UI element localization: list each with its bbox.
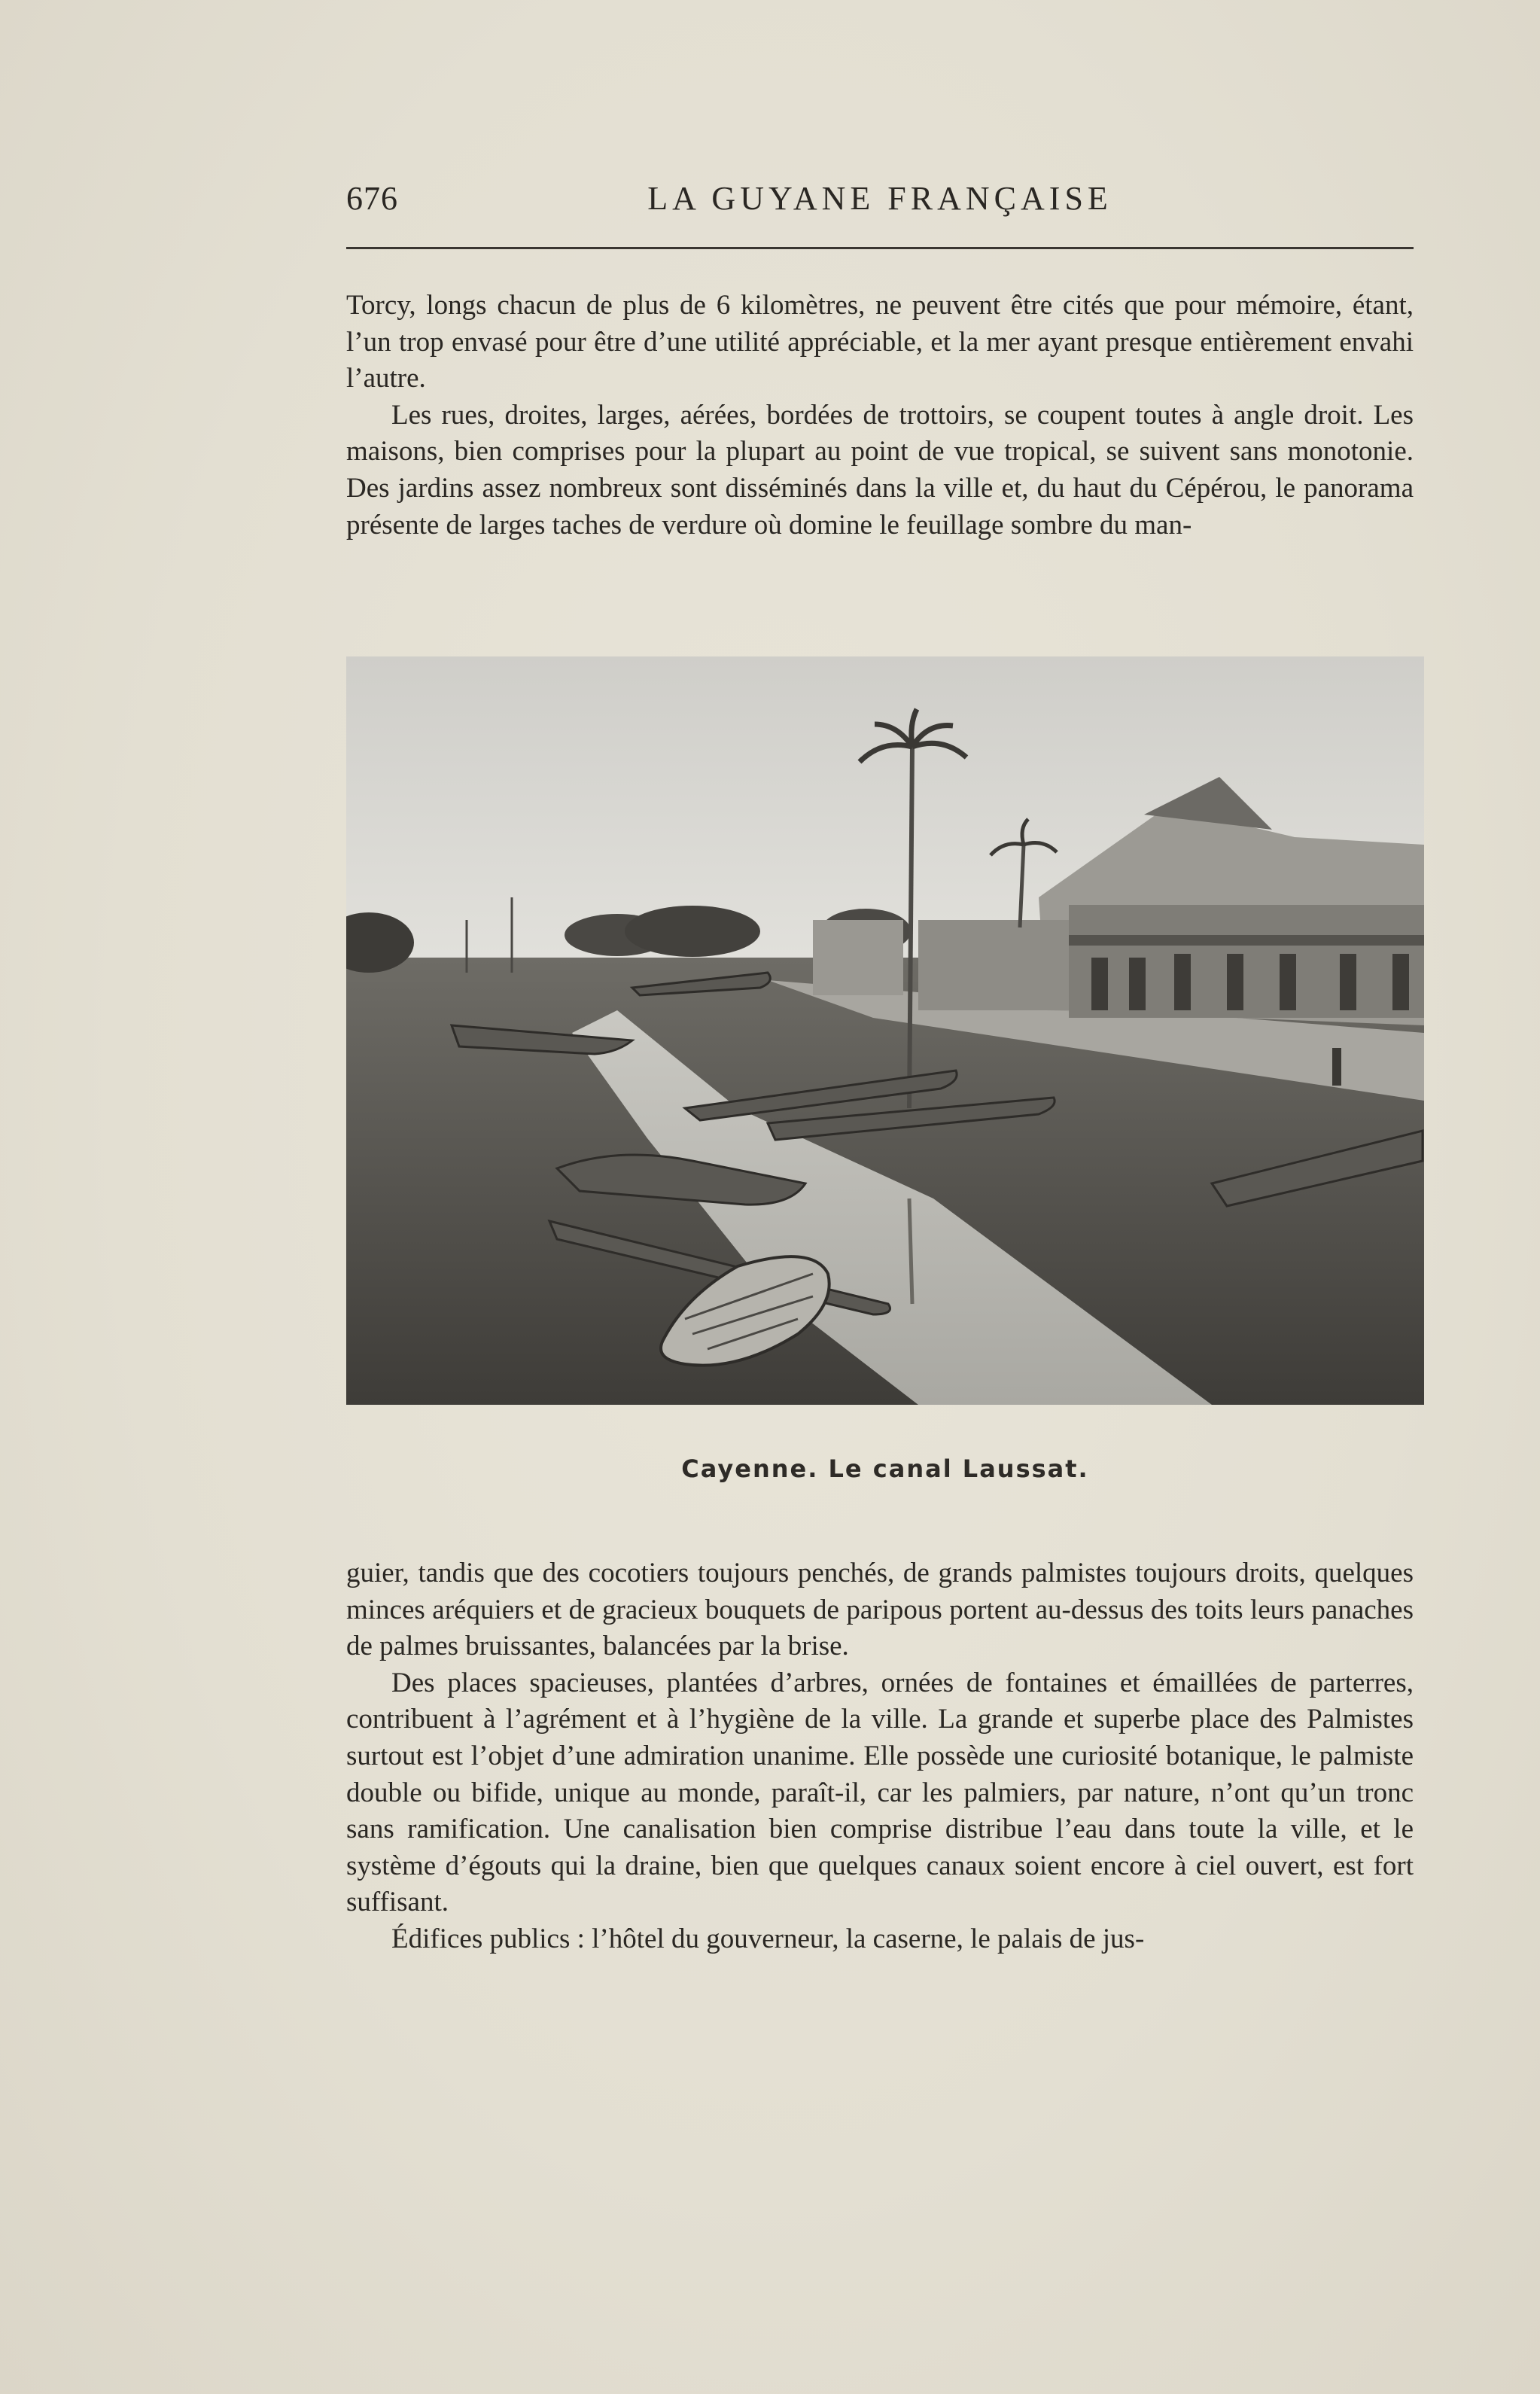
body-text-bottom — [346, 1555, 1414, 1958]
body-text-top — [346, 288, 1414, 544]
page-number: 676 — [346, 180, 398, 217]
running-title: LA GUYANE FRANÇAISE — [647, 180, 1112, 217]
paragraph-public-buildings: Édifices publics : l’hôtel du gouverneur, la caserne, le palais de jus- — [391, 1923, 1145, 1954]
page-header — [346, 179, 1414, 224]
header-rule — [346, 247, 1414, 249]
photograph-canal — [346, 656, 1424, 1405]
figure-caption: Cayenne. Le canal Laussat. — [681, 1454, 1089, 1483]
paragraph-places: Des places spacieuses, plantées d’arbres, ornées de fontaines et émaillées de parterres, contribuent à l’agrément et à l’hygiène de la ville. La grande et superbe place des Palmistes surtout est l’objet d’une admiration unanime. Elle possède une curiosité botanique, le palmiste double ou bifide, unique au monde, paraît-il, car les palmiers, par nature, n’ont qu’un tronc sans ramification. Une canalisation bien comprise distribue l’eau dans toute la ville, et le système d’égouts qui la draine, bien que quelques canaux soient encore à ciel ouvert, est fort suffisant. — [346, 1667, 1414, 1918]
paragraph-trees: guier, tandis que des cocotiers toujours penchés, de grands palmistes toujours droits, quelques minces aréquiers et de gracieux bouquets de paripous portent au-dessus des toits leurs panaches de palmes bruissantes, balancées par la brise. — [346, 1558, 1414, 1662]
paragraph-continued: Torcy, longs chacun de plus de 6 kilomètres, ne peuvent être cités que pour mémoire, étant, l’un trop envasé pour être d’une utilité appréciable, et la mer ayant presque entièrement envahi l’autre. — [346, 290, 1414, 394]
paragraph-streets: Les rues, droites, larges, aérées, bordées de trottoirs, se coupent toutes à angle droit. Les maisons, bien comprises pour la plupart au point de vue tropical, se suivent sans monotonie. Des jardins assez nombreux sont disséminés dans la ville et, du haut du Cépérou, le panorama présente de larges taches de verdure où domine le feuillage sombre du man- — [346, 399, 1414, 541]
